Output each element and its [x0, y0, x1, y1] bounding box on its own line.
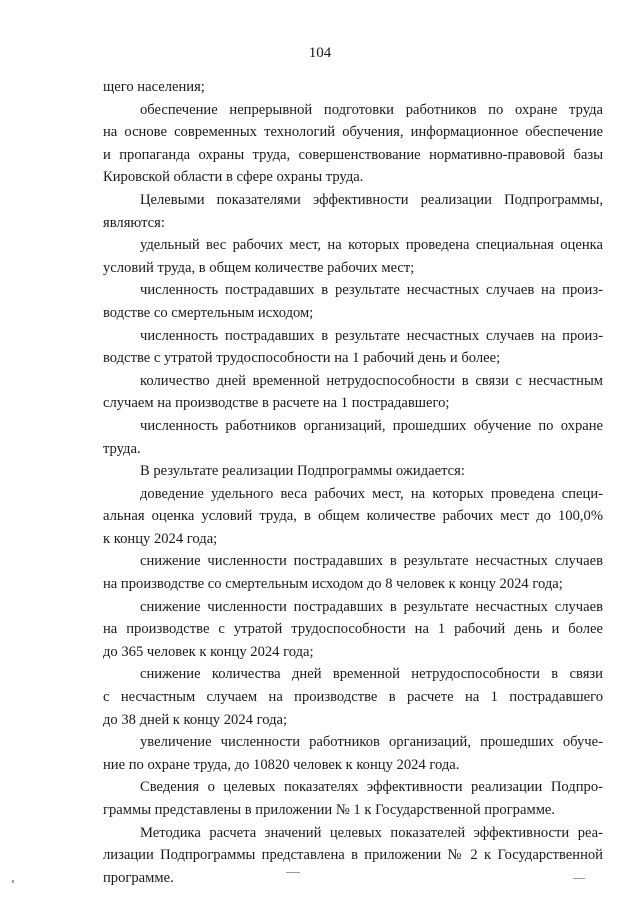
text-line: снижение численности пострадавших в результате несчастных случаев	[140, 598, 603, 615]
body-text	[103, 76, 603, 889]
text-line: увеличение численности работников организаций, прошедших обуче-	[140, 734, 603, 751]
text-line: численность работников организаций, прошедших обучение по охране	[140, 417, 603, 434]
text-line: и пропаганда охраны труда, совершенствование нормативно-правовой базы	[103, 146, 603, 163]
text-line: к концу 2024 года;	[103, 530, 218, 547]
text-line: щего населения;	[103, 79, 205, 95]
text-line: альная оценка условий труда, в общем количестве рабочих мест до 100,0%	[103, 508, 603, 525]
scan-speck	[12, 880, 14, 883]
text-line: количество дней временной нетрудоспособности в связи с несчастным	[140, 372, 603, 389]
text-line: численность пострадавших в результате несчастных случаев на произ-	[140, 327, 603, 344]
text-line: на производстве с утратой трудоспособности на 1 рабочий день и более	[103, 621, 603, 638]
text-line: до 365 человек к концу 2024 года;	[103, 643, 314, 660]
text-line: снижение численности пострадавших в результате несчастных случаев	[140, 553, 603, 570]
text-line: труда.	[103, 440, 141, 457]
text-line: Сведения о целевых показателях эффективности реализации Подпро-	[140, 779, 603, 796]
text-line: являются:	[103, 214, 165, 231]
text-line: до 38 дней к концу 2024 года;	[103, 711, 288, 728]
text-line: удельный вес рабочих мест, на которых проведена специальная оценка	[140, 237, 603, 254]
text-line: на производстве со смертельным исходом до 8 человек к концу 2024 года;	[103, 576, 563, 593]
text-line: с несчастным случаем на производстве в расчете на 1 пострадавшего	[103, 689, 603, 706]
scan-speck	[286, 872, 300, 873]
text-line: Кировской области в сфере охраны труда.	[103, 169, 364, 186]
text-line: снижение количества дней временной нетрудоспособности в связи	[140, 666, 603, 683]
text-line: водстве с утратой трудоспособности на 1 рабочий день и более;	[103, 350, 501, 367]
text-line: лизации Подпрограммы представлена в приложении № 2 к Государственной	[103, 847, 603, 864]
page-number: 104	[308, 45, 332, 61]
text-line: численность пострадавших в результате несчастных случаев на произ-	[140, 282, 603, 299]
text-line: обеспечение непрерывной подготовки работников по охране труда	[140, 101, 603, 118]
text-line: доведение удельного веса рабочих мест, на которых проведена специ-	[140, 485, 603, 502]
text-line: В результате реализации Подпрограммы ожидается:	[140, 463, 465, 480]
text-line: Целевыми показателями эффективности реализации Подпрограммы,	[140, 191, 603, 208]
text-line: граммы представлены в приложении № 1 к Государственной программе.	[103, 802, 556, 818]
text-line: программе.	[103, 869, 174, 886]
text-line: ние по охране труда, до 10820 человек к концу 2024 года.	[103, 756, 460, 773]
text-line: условий труда, в общем количестве рабочих мест;	[103, 259, 415, 276]
text-line: случаем на производстве в расчете на 1 пострадавшего;	[103, 395, 450, 412]
text-line: водстве со смертельным исходом;	[103, 304, 314, 321]
text-line: на основе современных технологий обучения, информационное обеспечение	[103, 124, 603, 141]
scan-speck	[573, 878, 585, 879]
text-line: Методика расчета значений целевых показателей эффективности реа-	[140, 824, 603, 841]
